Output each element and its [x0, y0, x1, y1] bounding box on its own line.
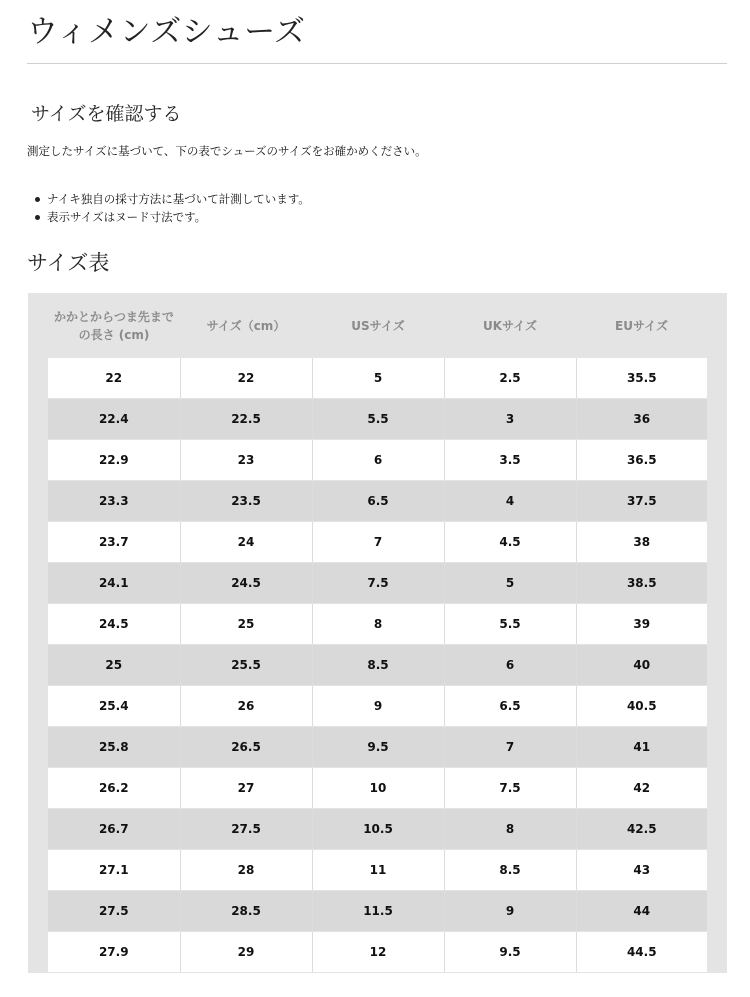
us-size-cell: 9.5: [312, 727, 444, 768]
header-foot-length: かかとからつま先までの長さ (cm): [54, 309, 174, 342]
size-cm-cell: 29: [180, 932, 312, 973]
uk-size-cell: 9: [444, 891, 576, 932]
foot-length-cell: 24.1: [48, 563, 180, 604]
eu-size-cell: 35.5: [576, 358, 707, 399]
header-eu-size: EUサイズ: [615, 318, 668, 333]
size-cm-cell: 26: [180, 686, 312, 727]
eu-size-cell: 41: [576, 727, 707, 768]
uk-size-cell: 5: [444, 563, 576, 604]
size-cm-cell: 26.5: [180, 727, 312, 768]
us-size-cell: 6: [312, 440, 444, 481]
foot-length-cell: 25: [48, 645, 180, 686]
size-cm-cell: 28.5: [180, 891, 312, 932]
uk-size-cell: 4.5: [444, 522, 576, 563]
foot-length-cell: 25.4: [48, 686, 180, 727]
header-uk-size: UKサイズ: [482, 318, 538, 333]
size-cm-cell: 28: [180, 850, 312, 891]
eu-size-cell: 40.5: [576, 686, 707, 727]
table-row: [48, 932, 707, 973]
table-row: [48, 645, 707, 686]
size-table: [48, 293, 707, 973]
uk-size-cell: 3.5: [444, 440, 576, 481]
table-row: [48, 850, 707, 891]
note-item: [33, 190, 310, 208]
us-size-cell: 7.5: [312, 563, 444, 604]
bullet-icon: [35, 215, 40, 220]
table-row: [48, 768, 707, 809]
us-size-cell: 6.5: [312, 481, 444, 522]
eu-size-cell: 39: [576, 604, 707, 645]
size-table-heading: サイズ表: [27, 251, 110, 275]
eu-size-cell: 40: [576, 645, 707, 686]
note-text: 表示サイズはヌード寸法です。: [47, 210, 207, 224]
foot-length-cell: 23.3: [48, 481, 180, 522]
eu-size-cell: 38.5: [576, 563, 707, 604]
size-cm-cell: 24.5: [180, 563, 312, 604]
size-cm-cell: 25: [180, 604, 312, 645]
notes-list: [33, 190, 310, 226]
uk-size-cell: 8: [444, 809, 576, 850]
section-heading: サイズを確認する: [31, 103, 182, 125]
header-size-cm: サイズ（cm）: [206, 318, 286, 333]
us-size-cell: 8.5: [312, 645, 444, 686]
us-size-cell: 11: [312, 850, 444, 891]
size-cm-cell: 27.5: [180, 809, 312, 850]
us-size-cell: 7: [312, 522, 444, 563]
us-size-cell: 5.5: [312, 399, 444, 440]
table-row: [48, 686, 707, 727]
size-table-body: [48, 358, 707, 973]
table-row: [48, 481, 707, 522]
uk-size-cell: 8.5: [444, 850, 576, 891]
eu-size-cell: 36.5: [576, 440, 707, 481]
uk-size-cell: 7: [444, 727, 576, 768]
uk-size-cell: 4: [444, 481, 576, 522]
table-header-row: [48, 293, 707, 358]
uk-size-cell: 6: [444, 645, 576, 686]
foot-length-cell: 22: [48, 358, 180, 399]
us-size-cell: 10.5: [312, 809, 444, 850]
size-cm-cell: 25.5: [180, 645, 312, 686]
size-cm-cell: 24: [180, 522, 312, 563]
us-size-cell: 11.5: [312, 891, 444, 932]
note-text: ナイキ独自の採寸方法に基づいて計測しています。: [47, 192, 310, 206]
table-row: [48, 604, 707, 645]
foot-length-cell: 26.2: [48, 768, 180, 809]
uk-size-cell: 2.5: [444, 358, 576, 399]
size-cm-cell: 27: [180, 768, 312, 809]
uk-size-cell: 3: [444, 399, 576, 440]
foot-length-cell: 27.5: [48, 891, 180, 932]
foot-length-cell: 27.1: [48, 850, 180, 891]
table-row: [48, 358, 707, 399]
eu-size-cell: 44.5: [576, 932, 707, 973]
foot-length-cell: 26.7: [48, 809, 180, 850]
uk-size-cell: 6.5: [444, 686, 576, 727]
eu-size-cell: 44: [576, 891, 707, 932]
table-row: [48, 727, 707, 768]
size-table-panel: [28, 293, 727, 973]
us-size-cell: 12: [312, 932, 444, 973]
foot-length-cell: 23.7: [48, 522, 180, 563]
us-size-cell: 5: [312, 358, 444, 399]
uk-size-cell: 7.5: [444, 768, 576, 809]
eu-size-cell: 37.5: [576, 481, 707, 522]
size-cm-cell: 23.5: [180, 481, 312, 522]
uk-size-cell: 5.5: [444, 604, 576, 645]
size-cm-cell: 22: [180, 358, 312, 399]
eu-size-cell: 42: [576, 768, 707, 809]
table-row: [48, 522, 707, 563]
eu-size-cell: 43: [576, 850, 707, 891]
table-row: [48, 399, 707, 440]
size-cm-cell: 22.5: [180, 399, 312, 440]
us-size-cell: 8: [312, 604, 444, 645]
bullet-icon: [35, 197, 40, 202]
eu-size-cell: 42.5: [576, 809, 707, 850]
eu-size-cell: 38: [576, 522, 707, 563]
table-row: [48, 809, 707, 850]
foot-length-cell: 25.8: [48, 727, 180, 768]
us-size-cell: 9: [312, 686, 444, 727]
page-title: ウィメンズシューズ: [27, 14, 306, 50]
header-us-size: USサイズ: [351, 318, 405, 333]
table-row: [48, 440, 707, 481]
uk-size-cell: 9.5: [444, 932, 576, 973]
eu-size-cell: 36: [576, 399, 707, 440]
foot-length-cell: 22.9: [48, 440, 180, 481]
table-row: [48, 563, 707, 604]
foot-length-cell: 27.9: [48, 932, 180, 973]
intro-text: 測定したサイズに基づいて、下の表でシューズのサイズをお確かめください。: [27, 144, 427, 158]
title-divider: [27, 63, 727, 64]
note-item: [33, 208, 310, 226]
us-size-cell: 10: [312, 768, 444, 809]
foot-length-cell: 24.5: [48, 604, 180, 645]
foot-length-cell: 22.4: [48, 399, 180, 440]
table-row: [48, 891, 707, 932]
size-cm-cell: 23: [180, 440, 312, 481]
